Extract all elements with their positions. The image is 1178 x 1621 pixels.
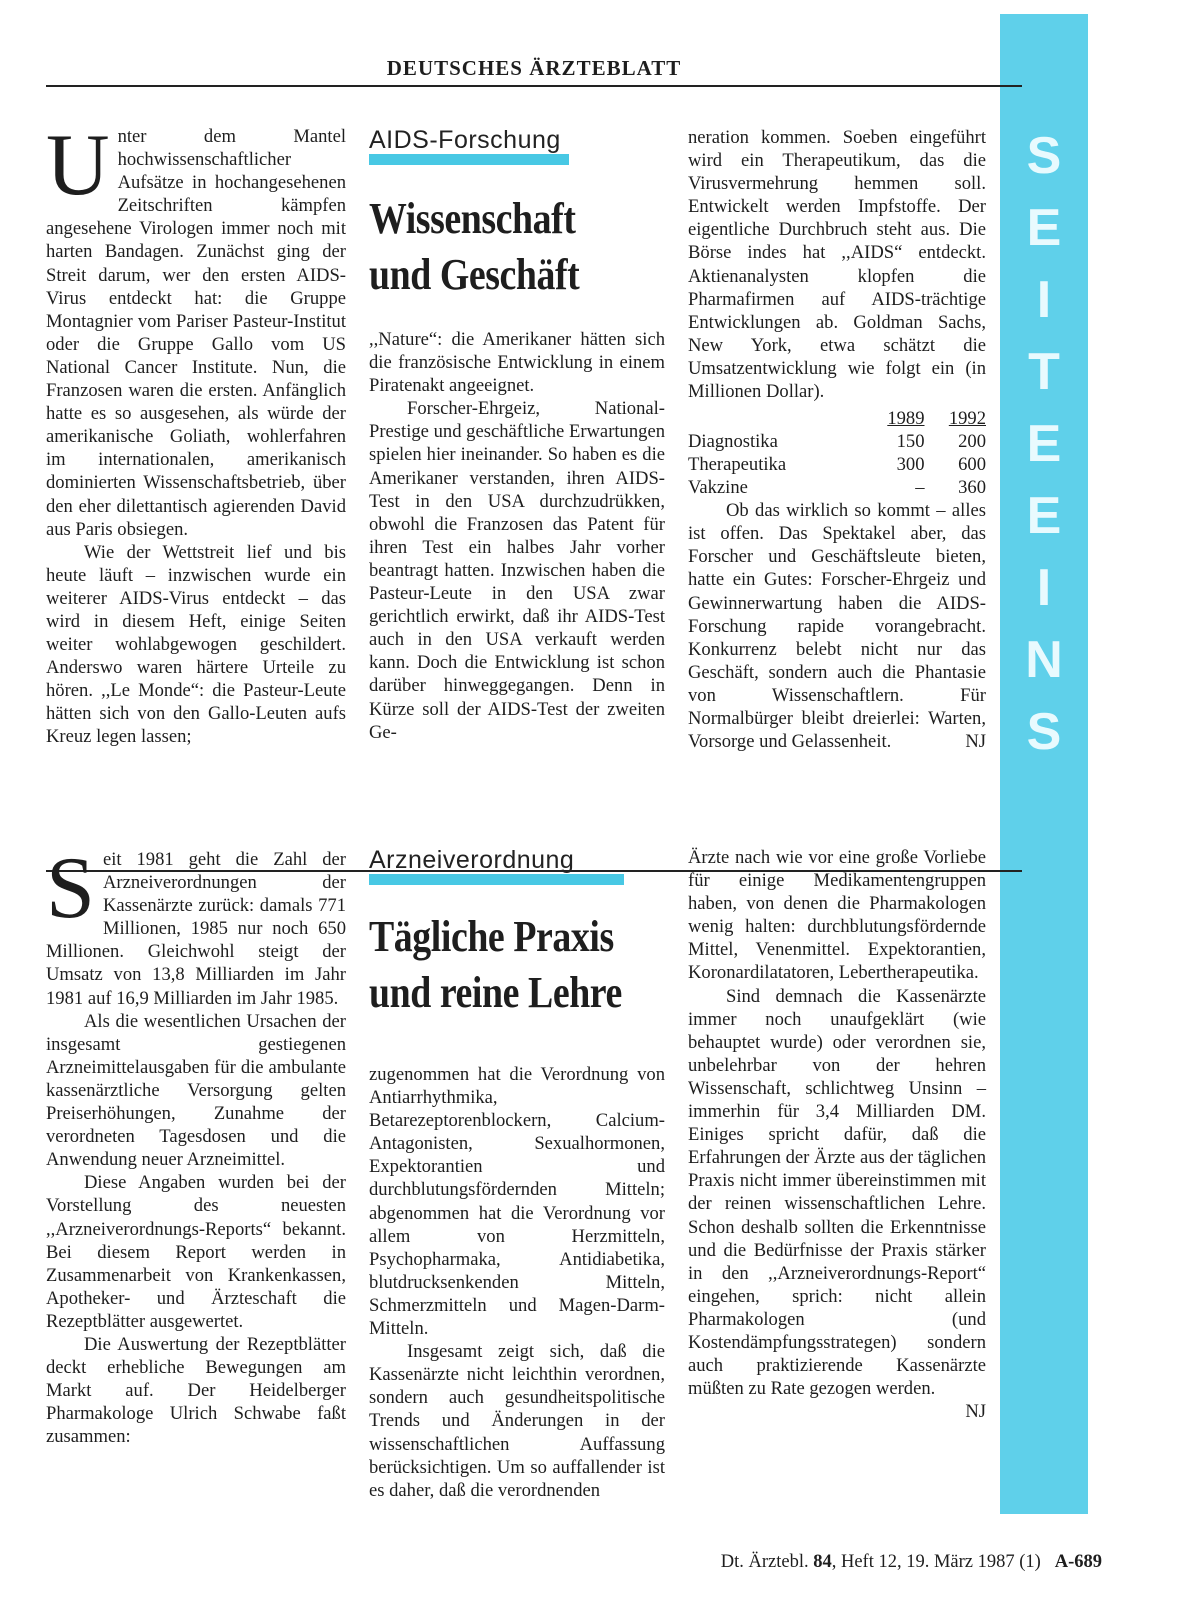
footer-journal: Dt. Ärztebl.: [720, 1552, 809, 1572]
table-cell-label: Vakzine: [688, 477, 748, 499]
paragraph: Wie der Wettstreit lief und bis heute läuft – inzwischen wurde ein weiterer AIDS-Virus entdeckt – das wird in diesem Heft, einige Seiten weiter wohlabgewogen geschildert. Anderswo waren härtere Urteile zu hören. ,,Le Monde“: die Pasteur-Leute hätten sich von den Gallo-Leuten aufs Kreuz legen lassen;: [46, 541, 346, 748]
table-cell: –: [915, 477, 925, 499]
table-header-year: 1989: [887, 408, 925, 430]
paragraph: ,,Nature“: die Amerikaner hätten sich die französische Entwicklung in einem Piratenakt angeeignet.: [369, 329, 665, 397]
paragraph: Ärzte nach wie vor eine große Vorliebe für einige Medikamentengruppen haben, von denen die Pharmakologen wenig halten: durchblutungsfördernde Mittel, Venenmittel. Expektorantien, Koronardilatatoren, Lebertherapeutika.: [688, 847, 986, 984]
sidebar-letter: S: [1026, 127, 1062, 185]
table-cell: 600: [958, 454, 986, 476]
page-footer: [721, 1552, 1102, 1573]
top-rule: [46, 85, 1022, 87]
article2-headline-line1: Tägliche Praxis: [369, 912, 614, 961]
article1-column3: [688, 126, 986, 753]
footer-volume: 84: [813, 1552, 832, 1572]
revenue-table: [688, 407, 986, 499]
masthead: DEUTSCHES ÄRZTEBLATT: [386, 56, 682, 80]
paragraph: Diese Angaben wurden bei der Vorstellung des neuesten ,,Arzneiverordnungs-Reports“ bekannt. Bei diesem Report werden in Zusammenarbeit von Krankenkassen, Apotheker- und Ärzteschaft die Rezeptblätter ausgewertet.: [46, 1172, 346, 1332]
sidebar-letter: E: [1026, 415, 1062, 473]
paragraph: neration kommen. Soeben eingeführt wird ein Therapeutikum, das die Virusvermehrung hemmen soll. Entwickelt werden Impfstoffe. Der eigentliche Durchbruch steht aus. Die Börse indes hat ,,AIDS“ entdeckt. Aktienanalysten klopfen die Pharmafirmen auf AIDS-trächtige Entwicklungen ab. Goldman Sachs, New York, etwa schätzt die Umsatzentwicklung wie folgt ein (in Millionen Dollar).: [688, 127, 986, 403]
article2-column3: [688, 846, 986, 1423]
dropcap: U: [46, 117, 110, 214]
article1-headline-line2: und Geschäft: [369, 250, 580, 299]
paragraph: Insgesamt zeigt sich, daß die Kassenärzte nicht leichthin verordnen, sondern auch gesundheitspolitische Trends und Änderungen in der wissenschaftlichen Auffassung berücksichtigen. Um so auffallender ist es daher, daß die verordnenden: [369, 1341, 665, 1501]
paragraph: [688, 985, 986, 1423]
sidebar-letter: E: [1026, 487, 1062, 545]
paragraph: [688, 499, 986, 753]
sidebar-letter: T: [1028, 343, 1060, 401]
table-cell: 150: [896, 431, 925, 453]
table-cell-label: Diagnostika: [688, 431, 778, 453]
article1-headline-line1: Wissenschaft: [369, 194, 576, 243]
paragraph: Die Auswertung der Rezeptblätter deckt erhebliche Bewegungen am Markt auf. Der Heidelberger Pharmakologe Ulrich Schwabe faßt zusammen:: [46, 1333, 346, 1448]
paragraph: Forscher-Ehrgeiz, National-Prestige und geschäftliche Erwartungen spielen hier ineinander. So haben es die Amerikaner verstanden, ihren AIDS-Test in den USA durchzudrükken, obwohl die Franzosen das Patent für ihren Test ein halbes Jahr vorher beantragt hatten. Inzwischen haben die Pasteur-Leute in den USA zwar gerichtlich erwirkt, daß ihr AIDS-Test auch in den USA verkauft werden kann. Doch die Entwicklung ist schon darüber hinweggegangen. Denn in Kürze soll der AIDS-Test der zweiten Ge-: [369, 398, 665, 743]
sidebar-label: [1000, 120, 1088, 768]
sidebar-letter: S: [1026, 703, 1062, 761]
paragraph: zugenommen hat die Verordnung von Antiarrhythmika, Betarezeptorenblockern, Calcium-Antagonisten, Sexualhormonen, Expektorantien und durchblutungsfördernden Mitteln; abgenommen hat die Verordnung vor allem von Herzmitteln, Psychopharmaka, Antidiabetika, blutdrucksenkenden Mitteln, Schmerzmitteln und Magen-Darm-Mitteln.: [369, 1064, 665, 1340]
paragraph: eit 1981 geht die Zahl der Arzneiverordnungen der Kassenärzte zurück: damals 771 Millionen, 1985 nur noch 650 Millionen. Gleichwohl steigt der Umsatz von 13,8 Milliarden im Jahr 1981 auf 16,9 Milliarden im Jahr 1985.: [46, 849, 346, 1009]
article1-column2: [369, 126, 665, 744]
sidebar-letter: I: [1036, 559, 1052, 617]
paragraph: nter dem Mantel hochwissenschaftlicher Aufsätze in hochangesehenen Zeitschriften kämpfen angesehene Virologen immer noch mit harten Bandagen. Zunächst ging der Streit darum, wer den ersten AIDS-Virus entdeckt hat: die Gruppe Montagnier vom Pariser Pasteur-Institut oder die Gruppe Gallo vom US National Cancer Institute. Nun, die Franzosen waren die ersten. Anfänglich hatte es so ausgesehen, als würde der amerikanische Goliath, wohlerfahren im internationalen, amerikanisch dominierten Wissenschaftsbetrieb, über den eher dilettantisch agierenden David aus Paris obsiegen.: [46, 126, 346, 540]
footer-issue: , Heft 12, 19. März 1987 (1): [831, 1552, 1041, 1572]
paragraph-text: Sind demnach die Kassenärzte immer noch unaufgeklärt (wie behauptet wurde) oder verordnen sie, unbelehrbar von der hehren Wissenschaft, schlichtweg Unsinn – immerhin für 3,4 Milliarden DM. Einiges spricht dafür, daß die Erfahrungen der Ärzte aus der täglichen Praxis nicht immer übereinstimmen mit der reinen wissenschaftlichen Lehre. Schon deshalb sollten die Erkenntnisse und die Bedürfnisse der Praxis stärker in den ,,Arzneiverordnungs-Report“ eingehen, sprich: nicht allein Pharmakologen (und Kostendämpfungsstrategen) sondern auch praktizierende Kassenärzte müßten zu Rate gezogen werden.: [688, 985, 986, 1400]
dropcap: S: [46, 840, 95, 937]
signature: NJ: [965, 731, 986, 753]
table-header-year: 1992: [948, 408, 986, 430]
article2-headline-line2: und reine Lehre: [369, 968, 622, 1017]
sidebar-letter: I: [1036, 271, 1052, 329]
table-cell: 300: [896, 454, 925, 476]
paragraph: Als die wesentlichen Ursachen der insgesamt gestiegenen Arzneimittelausgaben für die ambulante kassenärztliche Versorgung gelten Preiserhöhungen, Zunahme der verordneten Tagesdosen und die Anwendung neuer Arzneimittel.: [46, 1010, 346, 1171]
table-cell: 360: [958, 477, 986, 499]
sidebar-letter: E: [1026, 199, 1062, 257]
article1-kicker: AIDS-Forschung: [369, 126, 569, 165]
paragraph-text: Ob das wirklich so kommt – alles ist offen. Das Spektakel aber, das Forscher und Geschäftsleute bieten, hatte ein Gutes: Forscher-Ehrgeiz und Gewinnerwartung haben die AIDS-Forschung rapide vorangebracht. Konkurrenz belebt nicht nur das Geschäft, sondern auch die Phantasie von Wissenschaftlern. Für Normalbürger bleibt dreierlei: Warten, Vorsorge und Gelassenheit.: [688, 500, 986, 753]
article2-kicker: Arzneiverordnung: [369, 846, 624, 885]
sidebar-letter: N: [1025, 631, 1063, 689]
article2-column1: [46, 840, 346, 1448]
article2-column2: [369, 846, 665, 1502]
footer-page-number: A-689: [1054, 1552, 1102, 1572]
article1-column1: [46, 117, 346, 749]
signature: NJ: [965, 1401, 986, 1423]
table-cell-label: Therapeutika: [688, 454, 787, 476]
table-cell: 200: [958, 431, 986, 453]
